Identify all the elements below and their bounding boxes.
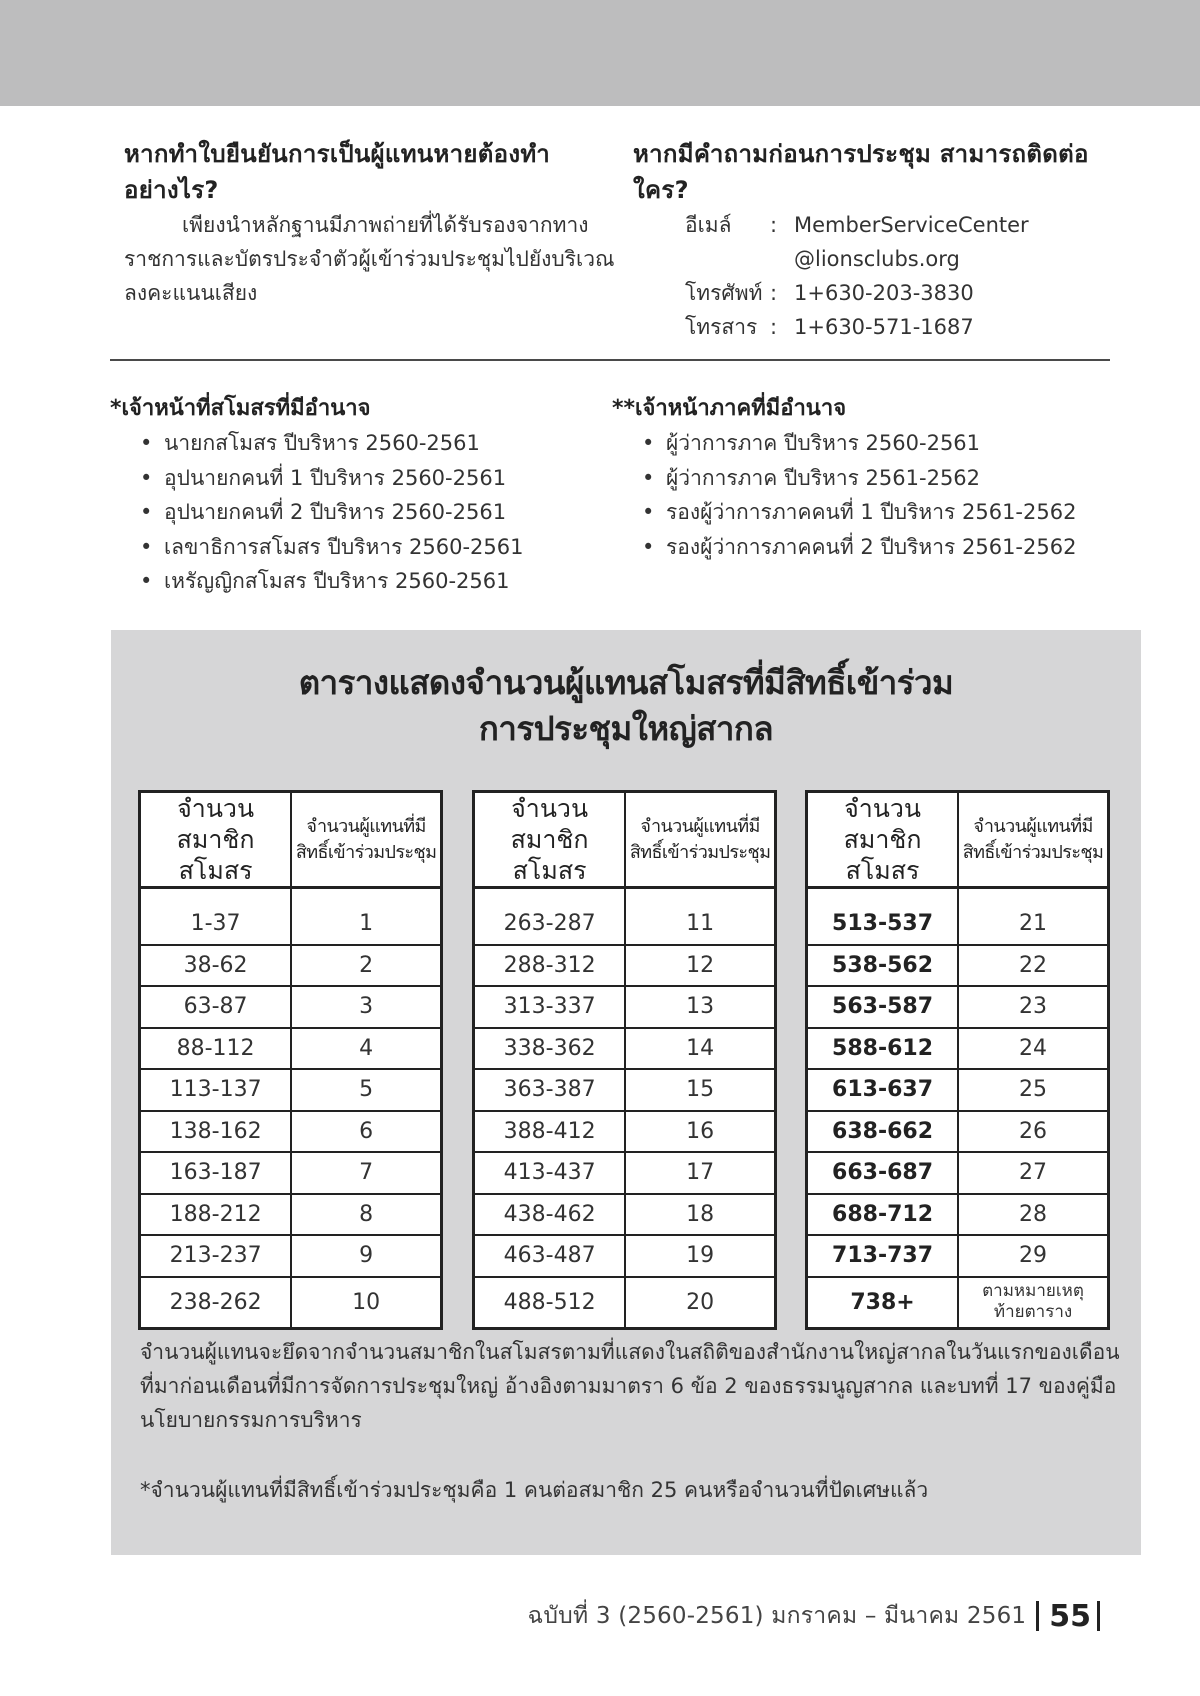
member-range-cell: 513-537 [807,888,959,945]
table-row [140,1028,442,1070]
member-range-cell: 363-387 [474,1069,626,1111]
col-header-delegates [291,792,441,888]
contact-email-label: อีเมล์ [685,213,732,237]
contact-colon: : [770,281,778,305]
faq-lost-confirmation [124,136,624,310]
col-header-delegates-line1: จำนวนผู้แทนที่มี [640,815,760,837]
delegate-table-3 [805,790,1110,1330]
section-divider [110,359,1110,361]
table-row [474,1069,776,1111]
delegate-count-cell: 23 [958,986,1108,1028]
club-officers-heading: *เจ้าหน้าที่สโมสรที่มีอำนาจ [110,396,371,421]
member-range-cell: 563-587 [807,986,959,1028]
contact-email [633,208,1113,242]
contact-phone-value[interactable]: 1+630-203-3830 [794,281,974,305]
col-header-members [140,792,292,888]
col-header-delegates-line1: จำนวนผู้แทนที่มี [973,815,1093,837]
member-range-cell: 588-612 [807,1028,959,1070]
faq-contact-heading: หากมีคำถามก่อนการประชุม สามารถติดต่อใคร? [633,140,1089,204]
member-range-cell: 188-212 [140,1194,292,1236]
list-item: • รองผู้ว่าการภาคคนที่ 2 ปีบริหาร 2561-2562 [642,530,1112,565]
member-range-cell: 638-662 [807,1111,959,1153]
col-header-members [807,792,959,888]
table-body [807,888,1109,1329]
member-range-cell: 213-237 [140,1235,292,1277]
delegate-count-cell: 6 [291,1111,441,1153]
faq-contact [633,136,1113,344]
member-range-cell: 413-437 [474,1152,626,1194]
delegate-count-cell: 3 [291,986,441,1028]
contact-phone-label: โทรศัพท์ [685,281,763,305]
col-header-members-line1: จำนวนสมาชิก [843,794,922,854]
col-header-members [474,792,626,888]
delegate-count-cell: 2 [291,945,441,987]
panel-note-line1: จำนวนผู้แทนจะยึดจากจำนวนสมาชิกในสโมสรตามที่แสดงในสถิติของสำนักงานใหญ่สากลในวันแรกของเดือน [140,1340,1120,1364]
table-row [140,986,442,1028]
faq-lost-heading-line2: อย่างไร? [124,176,219,204]
table-row [474,1277,776,1329]
member-range-cell: 338-362 [474,1028,626,1070]
list-item: • นายกสโมสร ปีบริหาร 2560-2561 [140,426,590,461]
member-range-cell: 63-87 [140,986,292,1028]
contact-fax [633,310,1113,344]
list-item: • รองผู้ว่าการภาคคนที่ 1 ปีบริหาร 2561-2562 [642,495,1112,530]
table-row [140,1235,442,1277]
faq-lost-body-line2: ราชการและบัตรประจำตัวผู้เข้าร่วมประชุมไปยังบริเวณ [124,247,615,271]
delegate-count-cell: 16 [625,1111,775,1153]
member-range-cell: 263-287 [474,888,626,945]
table-row [807,1152,1109,1194]
district-officers-heading: **เจ้าหน้าภาคที่มีอำนาจ [612,396,847,421]
table-row [140,1277,442,1329]
table-row [807,1111,1109,1153]
panel-note-line3: นโยบายกรรมการบริหาร [140,1408,362,1432]
delegate-table-2 [472,790,777,1330]
delegate-count-cell: 25 [958,1069,1108,1111]
table-row [474,1028,776,1070]
faq-lost-heading-line1: หากทำใบยืนยันการเป็นผู้แทนหายต้องทำ [124,140,550,168]
delegate-count-cell: 13 [625,986,775,1028]
col-header-delegates-line2: สิทธิ์เข้าร่วมประชุม [295,841,437,863]
member-range-cell: 663-687 [807,1152,959,1194]
table-row [807,1277,1109,1329]
table-body [474,888,776,1329]
delegate-note-line2: ท้ายตาราง [993,1302,1073,1323]
delegate-count-cell: 4 [291,1028,441,1070]
col-header-members-line1: จำนวนสมาชิก [176,794,255,854]
member-range-cell: 463-487 [474,1235,626,1277]
table-row [807,1194,1109,1236]
delegate-count-cell: 21 [958,888,1108,945]
issue-info: ฉบับที่ 3 (2560-2561) มกราคม – มีนาคม 2561 [527,1603,1027,1629]
delegate-count-cell [958,1277,1108,1329]
table-row [474,1111,776,1153]
list-item: • ผู้ว่าการภาค ปีบริหาร 2560-2561 [642,426,1112,461]
col-header-delegates-line2: สิทธิ์เข้าร่วมประชุม [962,841,1104,863]
list-item: • อุปนายกคนที่ 1 ปีบริหาร 2560-2561 [140,461,590,496]
delegate-count-cell: 11 [625,888,775,945]
district-officers [612,392,1112,564]
contact-email-cont [633,242,1113,276]
table-row [807,888,1109,945]
col-header-delegates [625,792,775,888]
table-row [807,1235,1109,1277]
col-header-members-line2: สโมสร [512,856,587,885]
list-item: • ผู้ว่าการภาค ปีบริหาร 2561-2562 [642,461,1112,496]
faq-lost-body-line1: เพียงนำหลักฐานมีภาพถ่ายที่ได้รับรองจากทาง [182,213,589,237]
contact-email-cont-label [633,242,770,276]
table-row [807,945,1109,987]
table-row [140,888,442,945]
delegate-table-1 [138,790,443,1330]
panel-note [140,1335,1120,1437]
table-row [140,1111,442,1153]
delegate-count-cell: 12 [625,945,775,987]
delegate-count-cell: 8 [291,1194,441,1236]
member-range-cell: 738+ [807,1277,959,1329]
member-range-cell: 438-462 [474,1194,626,1236]
club-officers [110,392,590,599]
delegate-count-cell: 18 [625,1194,775,1236]
delegate-count-cell: 24 [958,1028,1108,1070]
col-header-members-line1: จำนวนสมาชิก [510,794,589,854]
delegate-table-panel [111,630,1141,1555]
member-range-cell: 688-712 [807,1194,959,1236]
delegate-count-cell: 9 [291,1235,441,1277]
faq-lost-body-line3: ลงคะแนนเสียง [124,281,258,305]
member-range-cell: 538-562 [807,945,959,987]
member-range-cell: 88-112 [140,1028,292,1070]
delegate-count-cell: 1 [291,888,441,945]
page-footer [528,1598,1100,1634]
contact-email-domain[interactable]: @lionsclubs.org [794,247,960,271]
table-row [807,986,1109,1028]
table-row [140,1194,442,1236]
table-row [140,945,442,987]
col-header-members-line2: สโมสร [178,856,253,885]
list-item: • เหรัญญิกสโมสร ปีบริหาร 2560-2561 [140,564,590,599]
contact-colon: : [770,315,778,339]
table-row [474,1194,776,1236]
table-row [474,945,776,987]
table-row [140,1152,442,1194]
member-range-cell: 388-412 [474,1111,626,1153]
contact-fax-label: โทรสาร [685,315,758,339]
member-range-cell: 163-187 [140,1152,292,1194]
member-range-cell: 238-262 [140,1277,292,1329]
delegate-count-cell: 29 [958,1235,1108,1277]
member-range-cell: 488-512 [474,1277,626,1329]
district-officers-list [612,426,1112,564]
table-row [474,888,776,945]
panel-title [111,660,1141,752]
faq-lost-heading [124,136,624,208]
delegate-note-line1: ตามหมายเหตุ [982,1281,1084,1302]
member-range-cell: 1-37 [140,888,292,945]
table-row [807,1069,1109,1111]
col-header-members-line2: สโมสร [845,856,920,885]
delegate-count-cell: 14 [625,1028,775,1070]
contact-fax-value: 1+630-571-1687 [794,315,974,339]
delegate-count-cell: 5 [291,1069,441,1111]
panel-title-line1: ตารางแสดงจำนวนผู้แทนสโมสรที่มีสิทธิ์เข้าร่วม [298,663,954,702]
contact-colon: : [770,213,778,237]
table-row [474,986,776,1028]
contact-email-value[interactable]: MemberServiceCenter [794,213,1029,237]
member-range-cell: 138-162 [140,1111,292,1153]
delegate-count-cell: 15 [625,1069,775,1111]
delegate-count-cell: 27 [958,1152,1108,1194]
member-range-cell: 288-312 [474,945,626,987]
member-range-cell: 613-637 [807,1069,959,1111]
club-officers-list [110,426,590,599]
delegate-count-cell: 10 [291,1277,441,1329]
member-range-cell: 313-337 [474,986,626,1028]
contact-phone [633,276,1113,310]
delegate-count-cell: 19 [625,1235,775,1277]
delegate-count-cell: 7 [291,1152,441,1194]
table-row [140,1069,442,1111]
delegate-count-cell: 22 [958,945,1108,987]
member-range-cell: 713-737 [807,1235,959,1277]
list-item: • อุปนายกคนที่ 2 ปีบริหาร 2560-2561 [140,495,590,530]
list-item: • เลขาธิการสโมสร ปีบริหาร 2560-2561 [140,530,590,565]
contact-colon [770,242,794,276]
col-header-delegates-line2: สิทธิ์เข้าร่วมประชุม [629,841,771,863]
page-number: 55 [1049,1598,1091,1634]
panel-title-line2: การประชุมใหญ่สากล [478,709,774,748]
member-range-cell: 38-62 [140,945,292,987]
table-body [140,888,442,1329]
table-row [474,1152,776,1194]
panel-footnote: *จำนวนผู้แทนที่มีสิทธิ์เข้าร่วมประชุมคือ 1 คนต่อสมาชิก 25 คนหรือจำนวนที่ปัดเศษแล้ว [140,1478,929,1502]
panel-note-line2: ที่มาก่อนเดือนที่มีการจัดการประชุมใหญ่ อ้างอิงตามมาตรา 6 ข้อ 2 ของธรรมนูญสากล และบทที่ 17 ของคู่มือ [140,1374,1117,1398]
table-row [474,1235,776,1277]
member-range-cell: 113-137 [140,1069,292,1111]
delegate-count-cell: 26 [958,1111,1108,1153]
table-row [807,1028,1109,1070]
delegate-count-cell: 28 [958,1194,1108,1236]
footer-divider [1036,1601,1039,1631]
delegate-count-cell: 17 [625,1152,775,1194]
delegate-count-cell: 20 [625,1277,775,1329]
col-header-delegates [958,792,1108,888]
col-header-delegates-line1: จำนวนผู้แทนที่มี [306,815,426,837]
header-band [0,0,1200,106]
footer-divider [1097,1601,1100,1631]
